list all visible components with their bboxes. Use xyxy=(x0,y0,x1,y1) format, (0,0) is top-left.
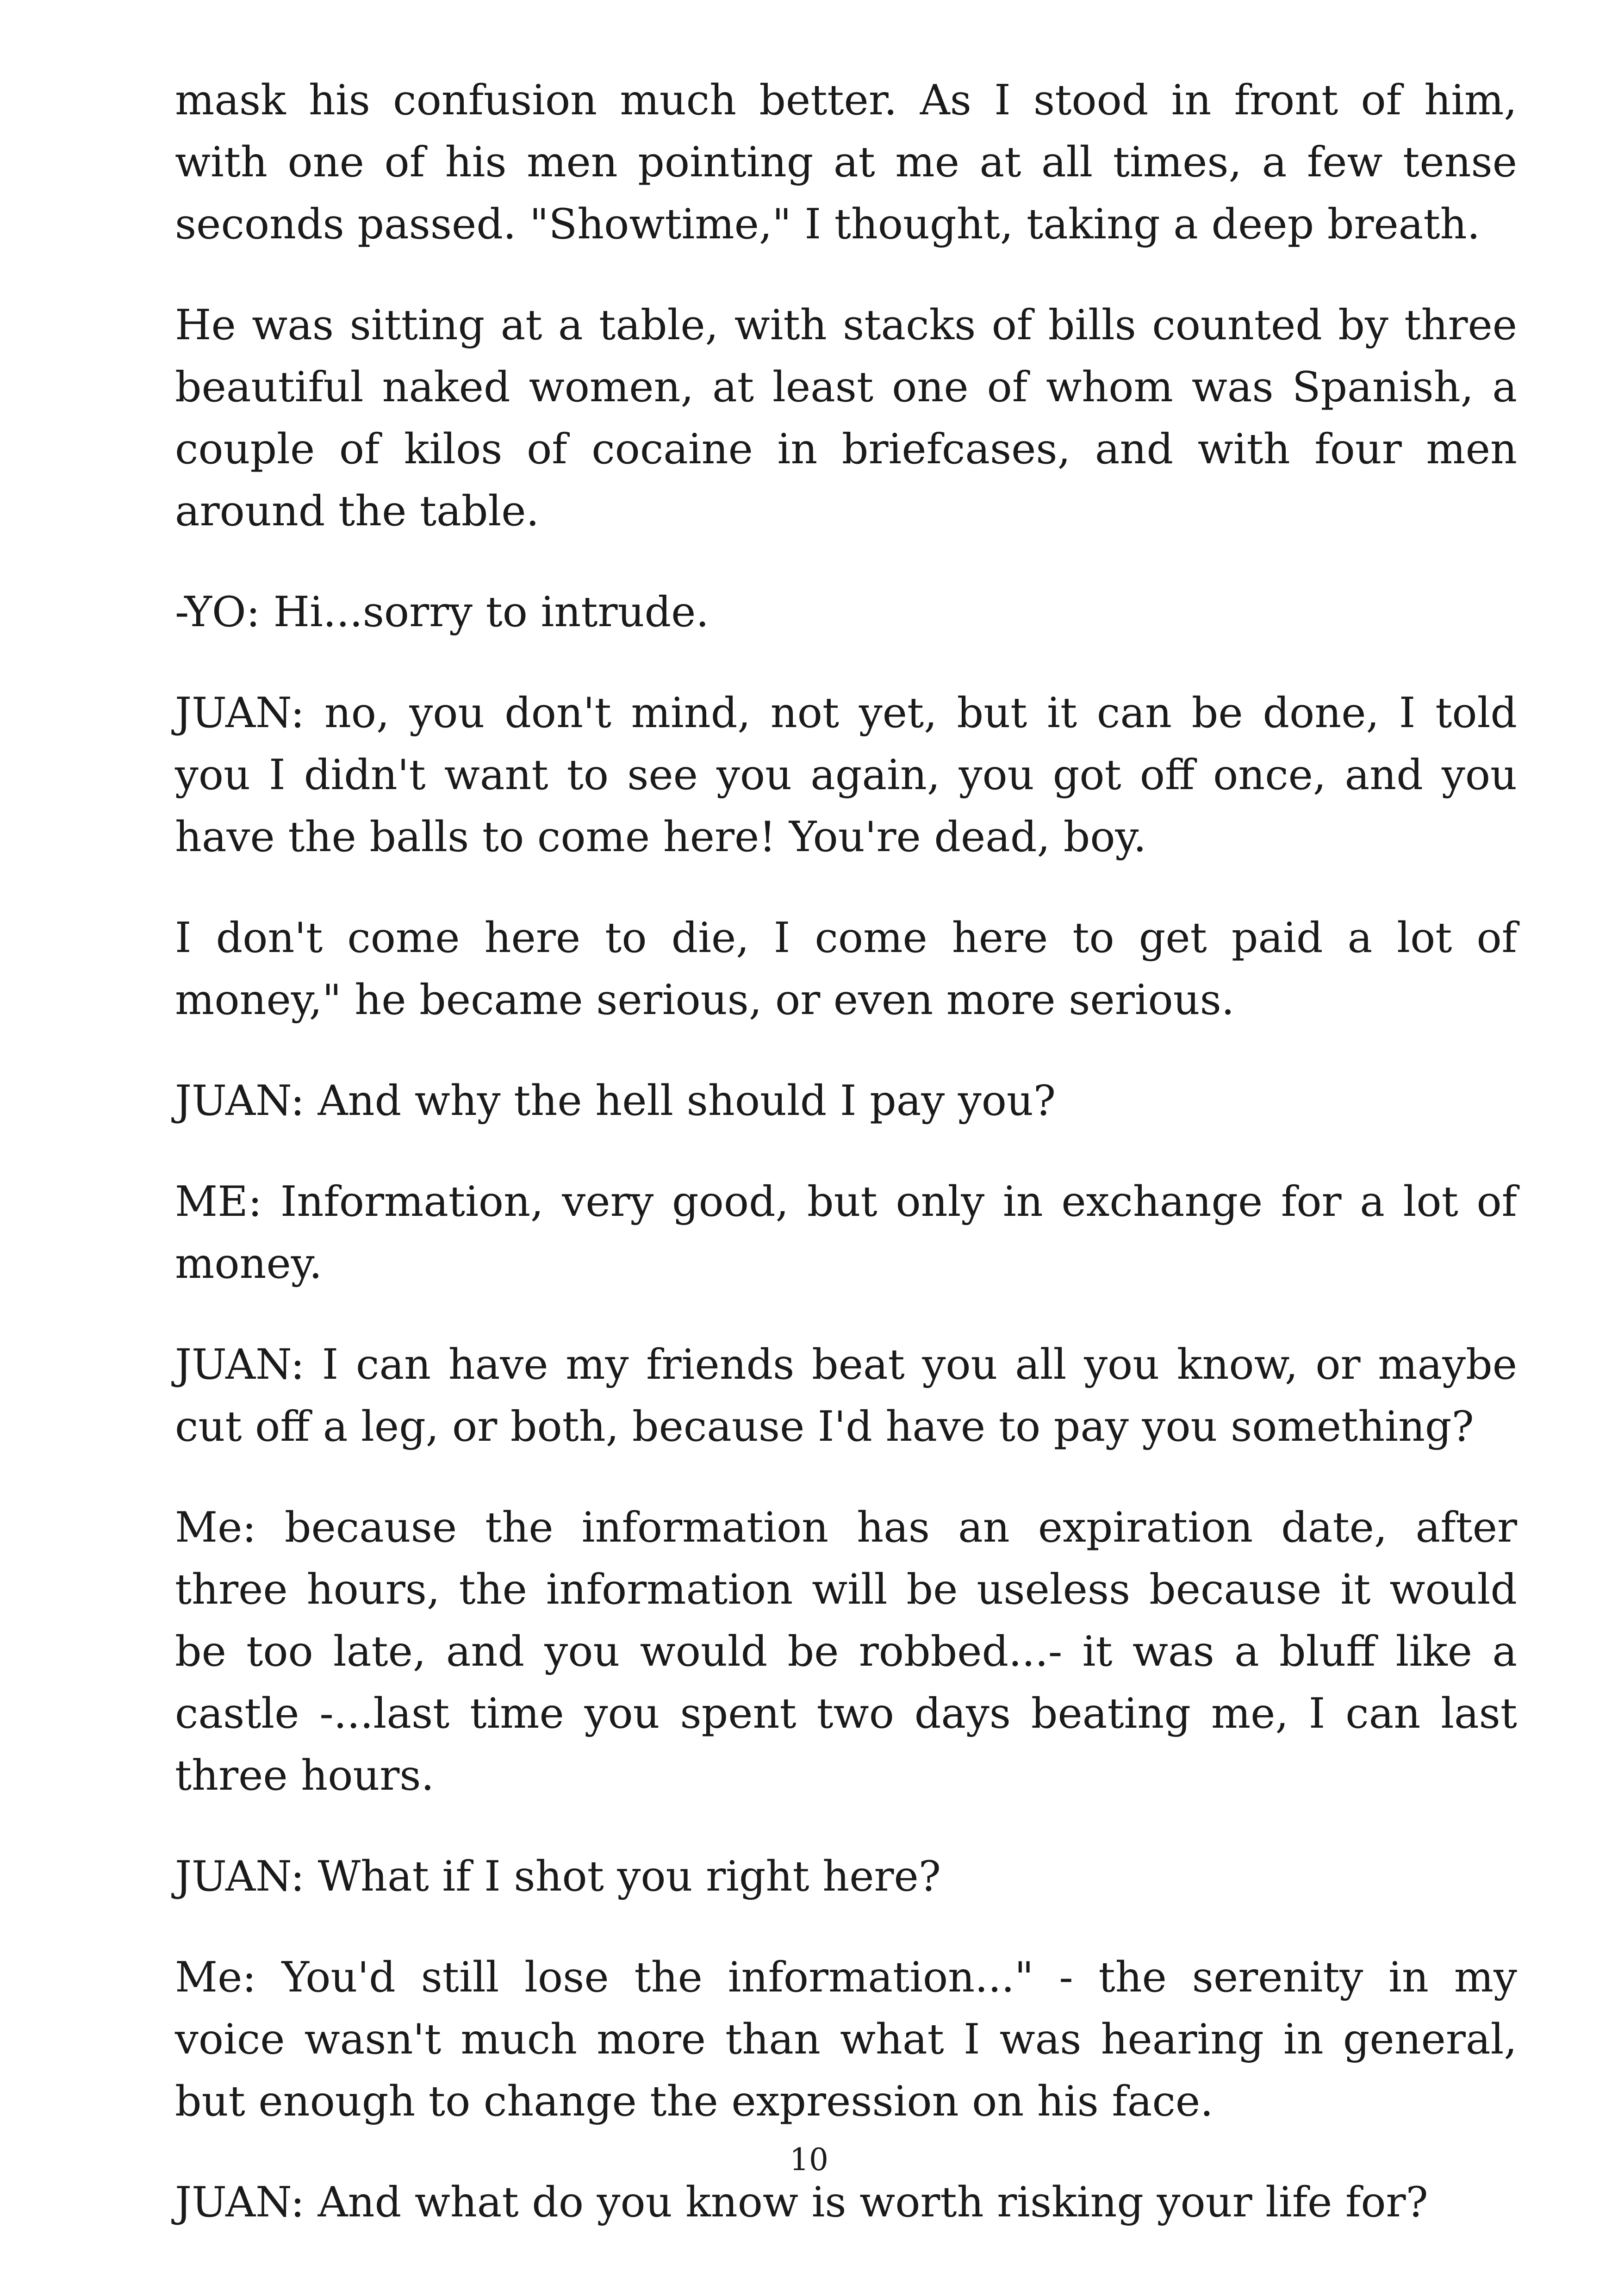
page-number: 10 xyxy=(790,2142,828,2178)
paragraph-9: Me: because the information has an expiration date, after three hours, the information will be useless because it would be too late, and you would be robbed...- it was a bluff like a castle -...last time you spent two days beating me, I can last three hours. xyxy=(175,1503,1517,1800)
paragraph-7: ME: Information, very good, but only in exchange for a lot of money. xyxy=(175,1177,1517,1288)
paragraph-8: JUAN: I can have my friends beat you all you know, or maybe cut off a leg, or both, because I'd have to pay you something? xyxy=(175,1340,1517,1451)
paragraph-6: JUAN: And why the hell should I pay you? xyxy=(175,1076,1056,1125)
paragraph-1: mask his confusion much better. As I stood in front of him, with one of his men pointing at me at all times, a few tense seconds passed. "Showtime," I thought, taking a deep breath. xyxy=(175,76,1517,249)
paragraph-3: -YO: Hi...sorry to intrude. xyxy=(175,588,709,636)
paragraph-4: JUAN: no, you don't mind, not yet, but it can be done, I told you I didn't want to see you again, you got off once, and you have the balls to come here! You're dead, boy. xyxy=(175,689,1517,861)
paragraph-5: I don't come here to die, I come here to get paid a lot of money," he became serious, or even more serious. xyxy=(175,914,1517,1024)
paragraph-10: JUAN: What if I shot you right here? xyxy=(175,1852,941,1901)
paragraph-12: JUAN: And what do you know is worth risking your life for? xyxy=(175,2178,1428,2227)
paragraph-11: Me: You'd still lose the information..." - the serenity in my voice wasn't much more than what I was hearing in general, but enough to change the expression on his face. xyxy=(175,1953,1517,2126)
body-text xyxy=(175,69,1517,2272)
paragraph-2: He was sitting at a table, with stacks of bills counted by three beautiful naked women, at least one of whom was Spanish, a couple of kilos of cocaine in briefcases, and with four men around the table. xyxy=(175,301,1517,535)
